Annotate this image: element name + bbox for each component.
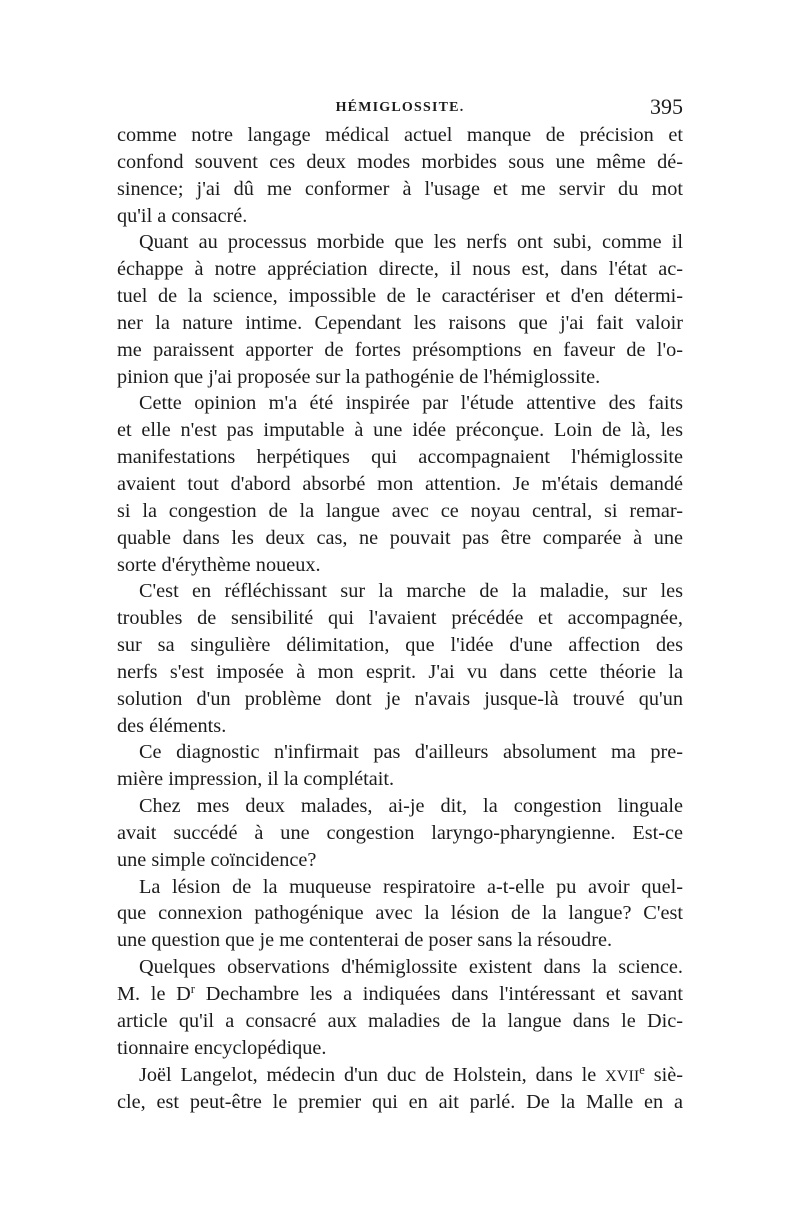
text-line: sorte d'érythème noueux.	[117, 553, 321, 576]
text-line: comme notre langage médical actuel manque de précision et	[117, 124, 683, 146]
text-line: des éléments.	[117, 714, 227, 737]
text-line: tionnaire encyclopédique.	[117, 1036, 327, 1059]
running-head	[117, 88, 683, 122]
text-line	[117, 1062, 683, 1090]
text-line: tuel de la science, impossible de le caractériser et d'en détermi-	[117, 285, 683, 308]
running-title: HÉMIGLOSSITE.	[335, 100, 465, 115]
text-line: nerfs s'est imposée à mon esprit. J'ai vu dans cette théorie la	[117, 660, 683, 683]
text-line: solution d'un problème dont je n'avais jusque-là trouvé qu'un	[117, 687, 683, 710]
text-segment: Joël Langelot, médecin d'un duc de Holstein, dans le	[139, 1063, 606, 1086]
text-line: quable dans les deux cas, ne pouvait pas être comparée à une	[117, 526, 683, 549]
text-line: une simple coïncidence?	[117, 848, 317, 871]
text-line: mière impression, il la complétait.	[117, 768, 395, 791]
text-line: et elle n'est pas imputable à une idée préconçue. Loin de là, les	[117, 419, 683, 442]
text-segment: siè-	[644, 1063, 683, 1086]
page	[117, 88, 683, 1116]
text-line	[117, 981, 683, 1008]
text-line: Quant au processus morbide que les nerfs ont subi, comme il	[139, 231, 683, 254]
text-line: troubles de sensibilité qui l'avaient précédée et accompagnée,	[117, 607, 683, 630]
text-line: avait succédé à une congestion laryngo-pharyngienne. Est-ce	[117, 821, 683, 844]
text-line: Cette opinion m'a été inspirée par l'étude attentive des faits	[139, 392, 683, 415]
text-line: confond souvent ces deux modes morbides sous une même dé-	[117, 150, 683, 173]
text-segment: Dechambre les a indiquées dans l'intéressant et savant	[195, 983, 683, 1005]
page-number: 395	[650, 94, 683, 119]
superscript: r	[190, 982, 195, 997]
text-line: cle, est peut-être le premier qui en ait parlé. De la Malle en a	[117, 1091, 683, 1114]
text-line: sinence; j'ai dû me conformer à l'usage et me servir du mot	[117, 177, 683, 200]
superscript: e	[639, 1062, 645, 1077]
text-line: pinion que j'ai proposée sur la pathogénie de l'hémiglossite.	[117, 365, 601, 388]
text-line: avaient tout d'abord absorbé mon attention. Je m'étais demandé	[117, 472, 683, 495]
text-line: manifestations herpétiques qui accompagnaient l'hémiglossite	[117, 446, 683, 469]
text-line: sur sa singulière délimitation, que l'idée d'une affection des	[117, 634, 683, 657]
text-line: ner la nature intime. Cependant les raisons que j'ai fait valoir	[117, 311, 683, 334]
text-line: une question que je me contenterai de poser sans la résoudre.	[117, 929, 613, 952]
text-line: que connexion pathogénique avec la lésion de la langue? C'est	[117, 902, 683, 925]
century-numeral: XVII	[605, 1066, 640, 1085]
text-line: me paraissent apporter de fortes présomptions en faveur de l'o-	[117, 338, 683, 361]
text-line: si la congestion de la langue avec ce noyau central, si remar-	[117, 499, 683, 522]
text-line: Ce diagnostic n'infirmait pas d'ailleurs absolument ma pre-	[139, 741, 683, 764]
body-text	[117, 122, 683, 1116]
text-line: article qu'il a consacré aux maladies de la langue dans le Dic-	[117, 1009, 683, 1032]
text-segment: M. le D	[117, 983, 191, 1005]
text-line: Quelques observations d'hémiglossite existent dans la science.	[139, 956, 683, 979]
text-line: Chez mes deux malades, ai-je dit, la congestion linguale	[139, 795, 683, 818]
text-line: échappe à notre appréciation directe, il nous est, dans l'état ac-	[117, 258, 683, 281]
text-line: C'est en réfléchissant sur la marche de la maladie, sur les	[139, 580, 683, 603]
text-line: qu'il a consacré.	[117, 204, 248, 227]
text-line: La lésion de la muqueuse respiratoire a-t-elle pu avoir quel-	[139, 875, 683, 898]
